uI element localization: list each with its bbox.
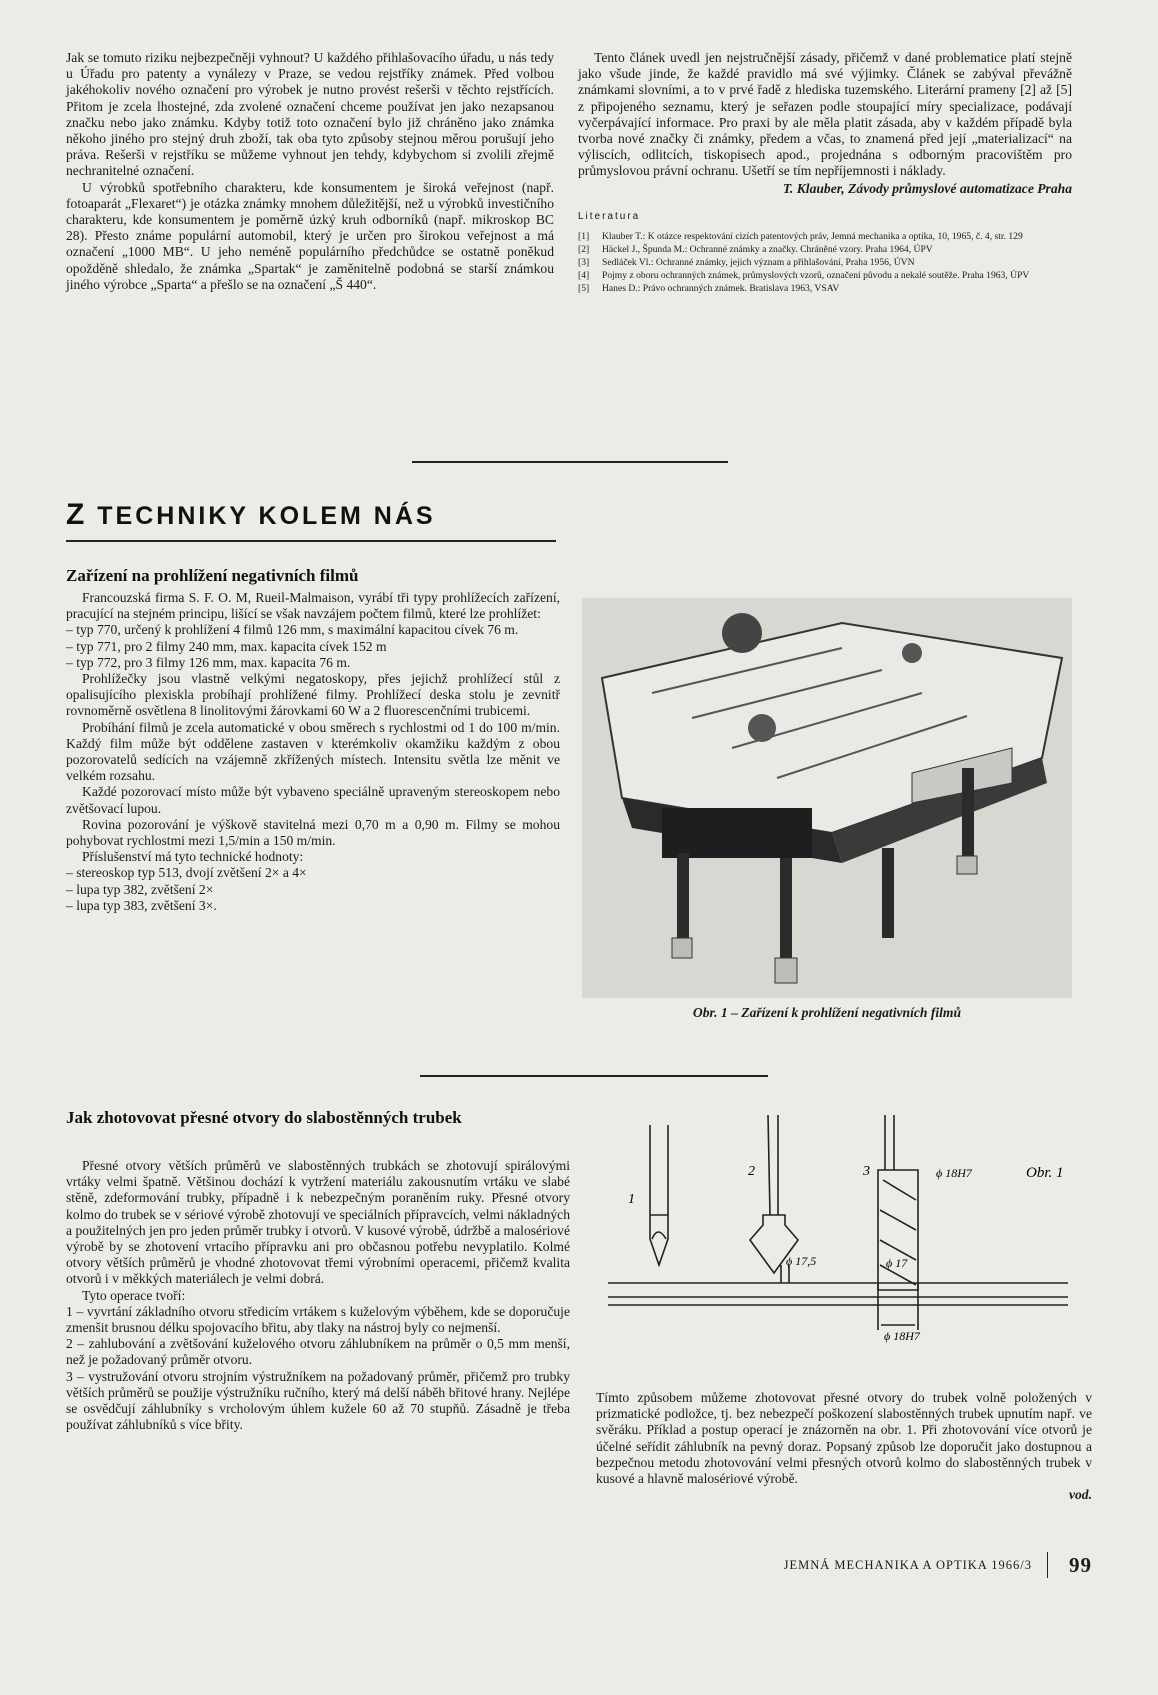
list-item: 3 – vystružování otvoru strojním výstružníkem na požadovaný průměr, přičemž pro trubky větších průměrů se použije výstružníku ručního, který má delší náběh břitové hrany. Nejlépe se osvědčují záhlubníky s vrcholovým úhlem kužele 60 až 70 stupňů. Zásadně je třeba používat záhlubníků s více břity. [66,1368,570,1433]
dimension-label: ϕ 18H7 [884,1329,920,1343]
journal-name: JEMNÁ MECHANIKA A OPTIKA 1966/3 [783,1558,1032,1572]
list-item: – lupa typ 383, zvětšení 3×. [66,897,217,913]
list-item: 2 – zahlubování a zvětšování kuželového otvoru záhlubníkem na průměr o 0,5 mm menší, než je požadovaný průměr otvoru. [66,1336,570,1368]
paragraph: Rovina pozorování je výškově stavitelná mezi 0,70 m a 0,90 m. Filmy se mohou pohybovat rychlostmi mezi 1,5/min a 150 m/min. [66,816,560,849]
article-title: Jak zhotovovat přesné otvory do slabostěnných trubek [66,1108,462,1127]
list-item: – typ 772, pro 3 filmy 126 mm, max. kapacita 76 m. [66,654,351,670]
author-signature: vod. [1068,1487,1092,1503]
paragraph: Francouzská firma S. F. O. M, Rueil-Malmaison, vyrábí tři typy prohlížecích zařízení, pracující na stejném principu, lišící se však navzájem počtem filmů, které lze prohlížet: [66,590,560,622]
list-item: 1 – vyvrtání základního otvoru středicím vrtákem s kuželovým výběhem, kde se doporučuje zmenšit brusnou délku spojovacího břitu, aby tlaky na nástroj byly co nejmenší. [66,1303,570,1336]
paragraph: Jak se tomuto riziku nejbezpečněji vyhnout? U každého přihlašovacího úřadu, u nás tedy u Úřadu pro patenty a vynálezy v Praze, se vedou rejstříky známek. Před volbou jakéhokoliv nového označení pro výrobek je nutno provést rešerši v těchto rejstřících. Přitom je zcela lhostejné, zda zvolené označení chceme používat jen jako nezapsanou značku nebo jako známku. Kdyby totiž toto označení bylo již chráněno jako známka někoho jiného pro stejný druh zboží, tak oba tyto způsoby stejnou měrou porušují jeho práva. Rešerši v rejstříku se můžeme vyhnout jen tehdy, kdybychom si zvolili zřejmě nechranitelné označení. [66,50,554,179]
list-item: – typ 770, určený k prohlížení 4 filmů 126 mm, s maximální kapacitou cívek 76 m. [66,622,519,638]
figure-caption: Obr. 1 – Zařízení k prohlížení negativních filmů [692,1005,962,1020]
paragraph: Každé pozorovací místo může být vybaveno speciálně upraveným stereoskopem nebo zvětšovací lupou. [66,784,560,816]
figure-label: 1 [628,1192,635,1207]
reference-item: [3] Sedláček Vl.: Ochranné známky, jejich význam a přihlašování, Praha 1956, ÚVN [578,257,915,269]
reference-item: [5] Hanes D.: Právo ochranných známek. Bratislava 1963, VSAV [578,283,840,295]
paragraph: Příslušenství má tyto technické hodnoty: [82,849,304,865]
article2-body [66,1158,570,1433]
figure-label: 3 [863,1164,870,1179]
author-signature: T. Klauber, Závody průmyslové automatizace Praha [782,180,1072,196]
figure-label: 2 [748,1164,755,1179]
dimension-label: ϕ 18H7 [936,1166,972,1180]
article1-body [66,590,560,914]
dimension-label: ϕ 17,5 [786,1254,817,1268]
article2-right-text [596,1390,1092,1503]
list-item: – stereoskop typ 513, dvojí zvětšení 2× a 4× [66,865,307,881]
reference-item: [2] Häckel J., Špunda M.: Ochranné známky a značky. Chráněné vzory. Praha 1964, ÚPV [578,244,933,256]
list-item: – lupa typ 382, zvětšení 2× [66,881,214,897]
figure-label: Obr. 1 [1026,1165,1064,1181]
paragraph: Probíhání filmů je zcela automatické v obou směrech s rychlostmi od 1 do 100 m/min. Každý film může být oddělene zastaven v kterémkoliv okamžiku každým z obou pozorovatelů sedících na vzájemně zkřížených místech. Intensitu světla lze měnit ve velkém rozsahu. [66,719,560,784]
viewer-photo [582,598,1072,998]
paragraph: Tímto způsobem můžeme zhotovovat přesné otvory do trubek volně položených v prizmatické podložce, tj. bez nebezpečí poškození slabostěnných trubek upnutím např. ve svěráku. Příklad a postup operací je znázorněn na obr. 1. Při zhotovování více otvorů je účelné seřídit záhlubník na pevný doraz. Popsaný způsob lze doporučit jako dostupnou a bezpečnou metodu zhotovování velmi přesných otvorů kolmo do slabostěnných trubek v kusové a hlavně malosériové výrobě. [596,1390,1092,1487]
section-title-rule [66,540,556,542]
reference-list [578,231,1072,295]
dimension-label: ϕ 17 [886,1256,908,1270]
article-title: Zařízení na prohlížení negativních filmů [66,566,359,585]
paragraph: Tento článek uvedl jen nejstručnější zásady, přičemž v dané problematice platí stejně jako všude jinde, že každé pravidlo má své výjimky. Článek se zabýval převážně známkami slovními, a to v prvé řadě z hlediska tuzemského. Literární prameny [2] až [5] z připojeného seznamu, který je seřazen podle stoupající míry specializace, podávají vyčerpávající informace. Pro praxi by ale měla platit zásada, aby v každém případě byla tvorba nové značky či známky, předem a včas, to znamená před její „materializací“ na výliscích, odlitcích, tiskopisech apod., projednána s odborným pracovištěm pro průmyslovou právní ochranu. Ušetří se tím nepříjemnosti i náklady. [578,50,1072,179]
paragraph: Tyto operace tvoří: [82,1287,186,1303]
list-item: – typ 771, pro 2 filmy 240 mm, max. kapacita cívek 152 m [66,638,387,654]
reference-item: [4] Pojmy z oboru ochranných známek, průmyslových vzorů, označení původu a nekalé soutěže. Praha 1963, ÚPV [578,270,1030,282]
page-footer [690,1552,1110,1578]
separator-rule [412,461,728,463]
separator-rule [420,1075,768,1077]
drill-figure [598,1115,1088,1365]
paragraph: U výrobků spotřebního charakteru, kde konsumentem je široká veřejnost (např. fotoaparát „Flexaret“) je otázka známky mnohem důležitější, než u výrobků investičního charakteru, kde konsumentem je poměrně úzký kruh odborníků (např. mikroskop BC 28). Přesto známe populární automobil, který je určen pro širokou veřejnost a má označení „1000 MB“. U jeho neméně populárního předchůdce se ostatně poněkud opožděně shledalo, že známka „Spartak“ je zaměnitelně podobná se starší známkou jiného výrobce „Sparta“ a přešlo se na označení „Š 440“. [66,179,554,292]
reference-item: [1] Klauber T.: K otázce respektování cizích patentových práv, Jemná mechanika a optika, 10, 1965, č. 4, str. 129 [578,231,1023,243]
section-title: Z TECHNIKY KOLEM NÁS [66,498,436,531]
paragraph: Prohlížečky jsou vlastně velkými negatoskopy, přes jejichž prohlížecí stůl z opalisujícího plexiskla probíhají prohlížené filmy. Prohlížecí deska stolu je zevnitř rovnoměrně osvětlena 8 linolitovými žárovkami 60 W a 2 fluorescenčními trubicemi. [66,671,560,719]
top-right-column [578,50,1072,296]
paragraph: Přesné otvory větších průměrů ve slabostěnných trubkách se zhotovují spirálovými vrtáky velmi špatně. Většinou dochází k vytržení materiálu zakousnutím vrtáku ve slabé stěně, zdeformování trubky, případně i k nebezpečným poraněním ruky. Přesné otvory kolmo do trubek se v sériové výrobě zhotovují ve speciálních přípravcích, velmi nákladných a použitelných jen pro jeden průměr trubky i otvorů. V kusové výrobě, údržbě a malosériové výrobě by se zhotovení vrtacího přípravku ani pro občasnou potřebu nevyplatilo. Kolmé otvory větších průměrů je vhodné zhotovovat třemi výrobními operacemi, přičemž kvalita otvorů i v měkkých materiálech je velmi dobrá. [66,1158,570,1287]
top-left-column [66,50,554,293]
literature-heading: Literatura [578,210,641,222]
footer-divider [1047,1552,1048,1578]
page-number: 99 [1069,1553,1092,1577]
